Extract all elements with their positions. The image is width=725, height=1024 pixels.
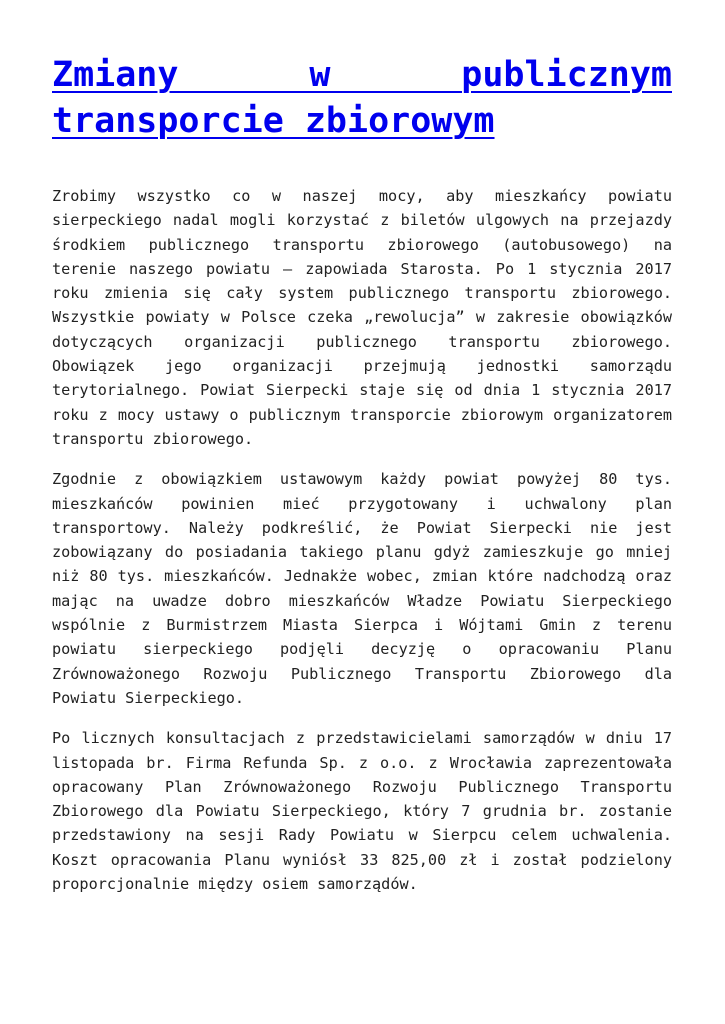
article-paragraph: Zrobimy wszystko co w naszej mocy, aby mieszkańcy powiatu sierpeckiego nadal mogli korzystać z biletów ulgowych na przejazdy środkiem publicznego transportu zbiorowego (autobusowego) na terenie naszego powiatu – zapowiada Starosta. Po 1 stycznia 2017 roku zmienia się cały system publicznego transportu zbiorowego. Wszystkie powiaty w Polsce czeka „rewolucja” w zakresie obowiązków dotyczących organizacji publicznego transportu zbiorowego. Obowiązek jego organizacji przejmują jednostki samorządu terytorialnego. Powiat Sierpecki staje się od dnia 1 stycznia 2017 roku z mocy ustawy o publicznym transporcie zbiorowym organizatorem transportu zbiorowego. (52, 187, 672, 448)
article-paragraph: Po licznych konsultacjach z przedstawicielami samorządów w dniu 17 listopada br. Firma Refunda Sp. z o.o. z Wrocławia zaprezentowała opracowany Plan Zrównoważonego Rozwoju Publicznego Transportu Zbiorowego dla Powiatu Sierpeckiego, który 7 grudnia br. zostanie przedstawiony na sesji Rady Powiatu w Sierpcu celem uchwalenia. Koszt opracowania Planu wyniósł 33 825,00 zł i został podzielony proporcjonalnie między osiem samorządów. (52, 729, 672, 894)
article-paragraph: Zgodnie z obowiązkiem ustawowym każdy powiat powyżej 80 tys. mieszkańców powinien mieć przygotowany i uchwalony plan transportowy. Należy podkreślić, że Powiat Sierpecki nie jest zobowiązany do posiadania takiego planu gdyż zamieszkuje go mniej niż 80 tys. mieszkańców. Jednakże wobec, zmian które nadchodzą oraz mając na uwadze dobro mieszkańców Władze Powiatu Sierpeckiego wspólnie z Burmistrzem Miasta Sierpca i Wójtami Gmin z terenu powiatu sierpeckiego podjęli decyzję o opracowaniu Planu Zrównoważonego Rozwoju Publicznego Transportu Zbiorowego dla Powiatu Sierpeckiego. (52, 470, 672, 707)
article-title-link[interactable]: Zmiany w publicznym transporcie zbiorowym (52, 55, 672, 141)
article-title (52, 52, 672, 144)
article-body (52, 184, 672, 896)
article (52, 52, 672, 912)
